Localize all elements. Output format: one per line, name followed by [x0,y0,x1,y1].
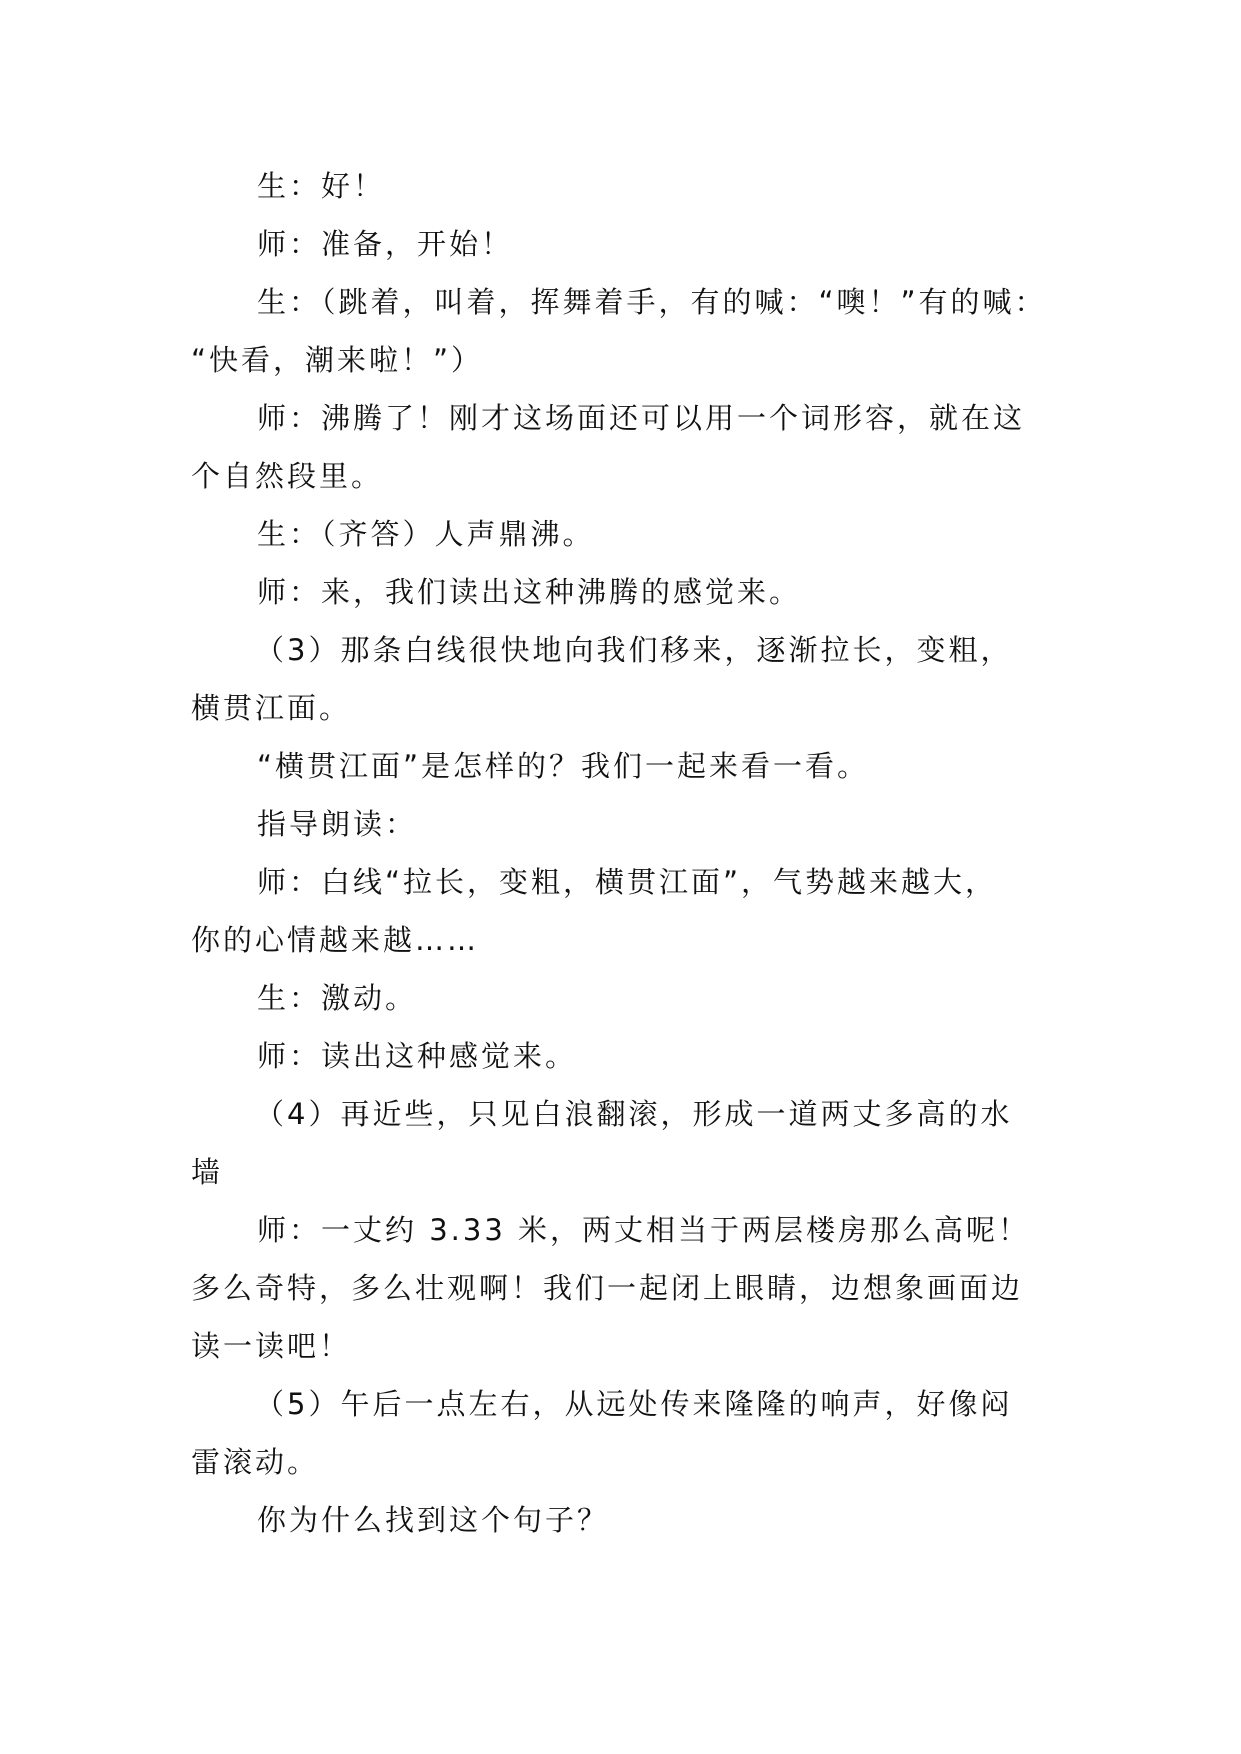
paragraph-line: （3）那条白线很快地向我们移来，逐渐拉长，变粗， [255,633,1013,667]
paragraph-line: 读一读吧！ [191,1329,352,1363]
paragraph-line: 师：沸腾了！刚才这场面还可以用一个词形容，就在这 [257,401,1026,435]
paragraph-line: 师：读出这种感觉来。 [257,1039,578,1073]
paragraph-line: 生：（跳着，叫着，挥舞着手，有的喊：“噢！”有的喊： [257,285,1047,319]
paragraph-line: 墙 [191,1155,224,1189]
paragraph-line: 师：白线“拉长，变粗，横贯江面”，气势越来越大， [257,865,998,899]
paragraph-line: 横贯江面。 [191,691,352,725]
paragraph-line: 生：好！ [257,169,386,203]
paragraph-line: 你为什么找到这个句子？ [257,1503,610,1537]
paragraph-line: 你的心情越来越…… [191,923,480,957]
paragraph-line: “快看，潮来啦！”） [191,343,484,377]
paragraph-line: 生：（齐答）人声鼎沸。 [257,517,595,551]
paragraph-line: 雷滚动。 [191,1445,320,1479]
paragraph-line: 师：来，我们读出这种沸腾的感觉来。 [257,575,802,609]
paragraph-line: 生：激动。 [257,981,418,1015]
paragraph-line: （4）再近些，只见白浪翻滚，形成一道两丈多高的水 [255,1097,1013,1131]
paragraph-line: 指导朗读： [257,807,418,841]
paragraph-line: （5）午后一点左右，从远处传来隆隆的响声，好像闷 [255,1387,1013,1421]
paragraph-line: 师：一丈约 3.33 米，两丈相当于两层楼房那么高呢！ [257,1213,1031,1247]
paragraph-line: 师：准备，开始！ [257,227,514,261]
paragraph-line: “横贯江面”是怎样的？我们一起来看一看。 [257,749,870,783]
paragraph-line: 个自然段里。 [191,459,384,493]
paragraph-line: 多么奇特，多么壮观啊！我们一起闭上眼睛，边想象画面边 [191,1271,1024,1305]
